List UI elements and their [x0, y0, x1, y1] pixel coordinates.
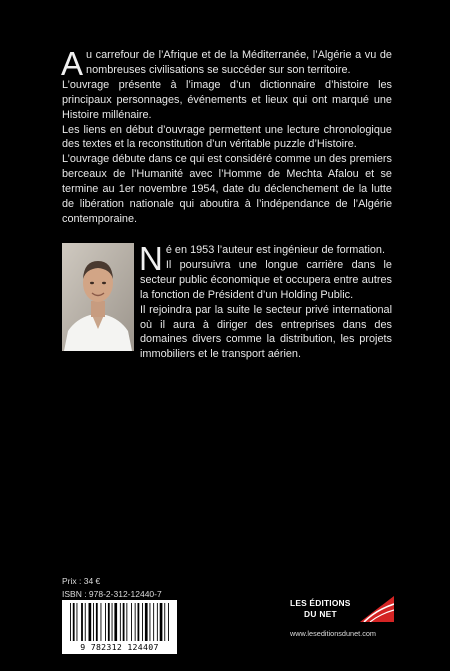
author-paragraph-2: Il poursuivra une longue carrière dans le secteur public économique et occupera entre autres la fonction de Président d’un Holding Public. — [140, 258, 392, 301]
synopsis-paragraph-2: L’ouvrage présente à l’image d’un dictionnaire d’histoire les principaux personnages, événements et lieux qui ont marqué une Histoire millénaire. — [62, 78, 392, 121]
synopsis-paragraph-4: L’ouvrage débute dans ce qui est considéré comme un des premiers berceaux de l’Humanité avec l’Homme de Mechta Afalou et se termine au 1er novembre 1954, date du déclenchement de la lutte de libération nationale qui aboutira à l’indépendance de l’Algérie contemporaine. — [62, 153, 392, 225]
price-label: Prix : 34 € — [62, 576, 101, 586]
author-photo — [62, 243, 134, 351]
barcode-digits: 9 782312 124407 — [80, 642, 159, 652]
publisher-logo — [290, 596, 395, 646]
author-paragraph-3: Il rejoindra par la suite le secteur privé international où il aura à diriger des entreprises dans des domaines divers comme la distribution, les projets immobiliers et le transport aérien. — [140, 303, 392, 361]
synopsis-text — [61, 45, 392, 227]
dropcap-letter: A — [61, 45, 84, 82]
author-paragraph-1: é en 1953 l’auteur est ingénieur de formation. — [165, 244, 386, 256]
barcode-bars — [62, 600, 177, 644]
synopsis-paragraph-3: Les liens en début d’ouvrage permettent une lecture chronologique des textes et la reconstitution d’un véritable puzzle d’Histoire. — [62, 123, 392, 151]
publisher-name-line1: LES ÉDITIONS — [290, 598, 351, 608]
synopsis-paragraph-1: u carrefour de l’Afrique et de la Méditerranée, l’Algérie a vu de nombreuses civilisations se succéder sur son territoire. — [86, 49, 392, 76]
author-bio — [139, 240, 392, 362]
publisher-name-line2: DU NET — [304, 609, 337, 619]
barcode — [62, 600, 177, 654]
isbn-label: ISBN : 978-2-312-12440-7 — [62, 589, 162, 599]
publisher-url: www.leseditionsdunet.com — [290, 629, 376, 638]
dropcap-letter: N — [139, 240, 163, 277]
publisher-emblem-icon — [360, 596, 394, 622]
